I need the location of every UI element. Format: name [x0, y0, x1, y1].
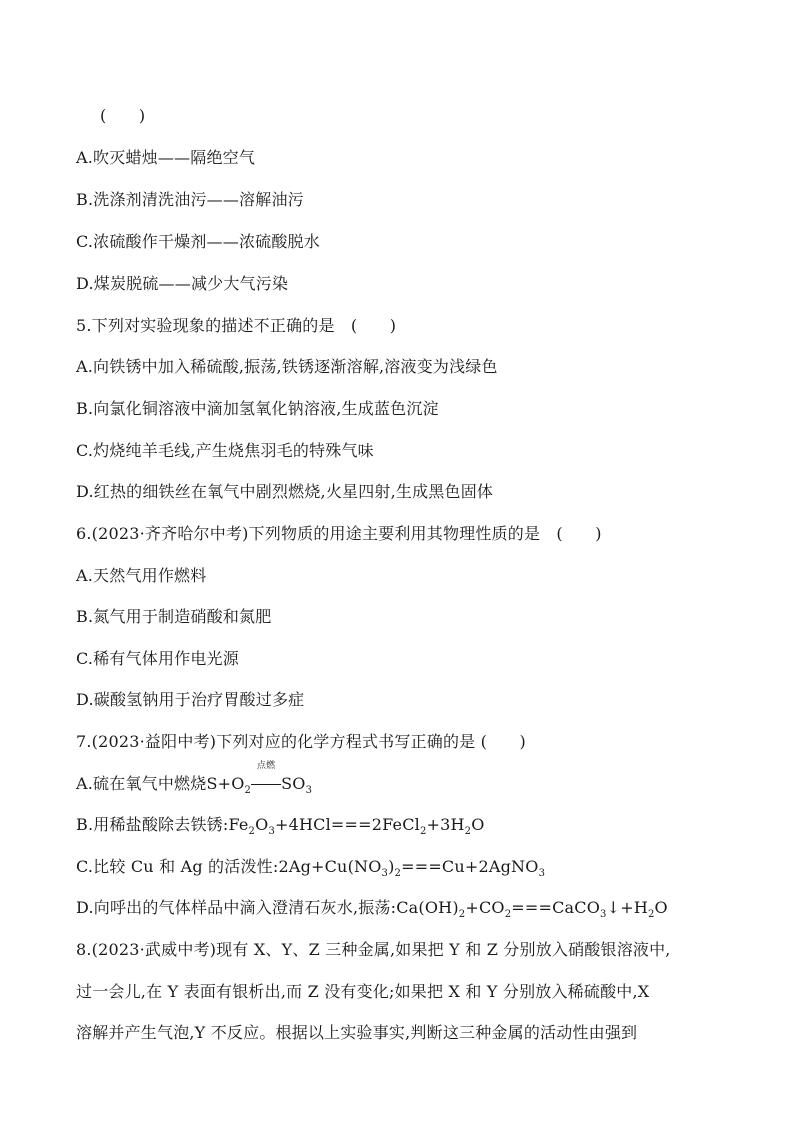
q6-option-d: D.碳酸氢钠用于治疗胃酸过多症	[76, 690, 305, 709]
reaction-condition: 点燃	[256, 761, 276, 771]
q7-option-a-label: A.硫在氧气中燃烧	[76, 774, 207, 793]
q7-option-b-label: B.用稀盐酸除去铁锈:	[76, 815, 229, 834]
q6-stem: 6.(2023·齐齐哈尔中考)下列物质的用途主要利用其物理性质的是 ( )	[76, 524, 602, 543]
q4-option-d: D.煤炭脱硫——减少大气污染	[76, 274, 289, 293]
q5-stem: 5.下列对实验现象的描述不正确的是 ( )	[76, 316, 397, 335]
q6-option-c: C.稀有气体用作电光源	[76, 649, 239, 668]
answer-bracket: ( )	[100, 106, 146, 125]
q7-option-b	[76, 814, 485, 836]
q7-option-a	[76, 761, 313, 796]
q7-stem: 7.(2023·益阳中考)下列对应的化学方程式书写正确的是 ( )	[76, 732, 526, 751]
q6-option-a: A.天然气用作燃料	[76, 566, 207, 585]
q4-option-a: A.吹灭蜡烛——隔绝空气	[76, 148, 256, 167]
q8-stem-line-3: 溶解并产生气泡,Y 不反应。根据以上实验事实,判断这三种金属的活动性由强到	[76, 1023, 638, 1042]
q7-option-b-equation: $Fe_2O_3+4HCl===2FeCl_2+3H_2O$	[228, 815, 485, 837]
q8-stem-line-1: 8.(2023·武威中考)现有 X、Y、Z 三种金属,如果把 Y 和 Z 分别放入硝酸银溶液中,	[76, 940, 671, 959]
q7-option-a-equation: $S+O_2$ 点燃 $SO_3$	[206, 761, 313, 796]
q7-option-c-equation: $2Ag+Cu(NO_3)_2===Cu+2AgNO_3$	[278, 857, 546, 879]
q5-option-a: A.向铁锈中加入稀硫酸,振荡,铁锈逐渐溶解,溶液变为浅绿色	[76, 357, 498, 376]
q8-stem-line-2: 过一会儿,在 Y 表面有银析出,而 Z 没有变化;如果把 X 和 Y 分别放入稀硫酸中,X	[76, 982, 650, 1001]
q7-option-c-label: C.比较 Cu 和 Ag 的活泼性:	[76, 857, 279, 876]
q4-option-c: C.浓硫酸作干燥剂——浓硫酸脱水	[76, 232, 320, 251]
q4-option-b: B.洗涤剂清洗油污——溶解油污	[76, 190, 304, 209]
q7-option-d-label: D.向呼出的气体样品中滴入澄清石灰水,振荡:	[76, 898, 397, 917]
q5-option-b: B.向氯化铜溶液中滴加氢氧化钠溶液,生成蓝色沉淀	[76, 399, 439, 418]
q7-option-d	[76, 897, 668, 919]
q6-option-b: B.氮气用于制造硝酸和氮肥	[76, 607, 272, 626]
q7-option-d-equation: $Ca(OH)_2+CO_2===CaCO_3↓+H_2O$	[396, 898, 668, 920]
q5-option-d: D.红热的细铁丝在氧气中剧烈燃烧,火星四射,生成黑色固体	[76, 482, 494, 501]
q7-option-c	[76, 856, 545, 878]
q5-option-c: C.灼烧纯羊毛线,产生烧焦羽毛的特殊气味	[76, 441, 374, 460]
